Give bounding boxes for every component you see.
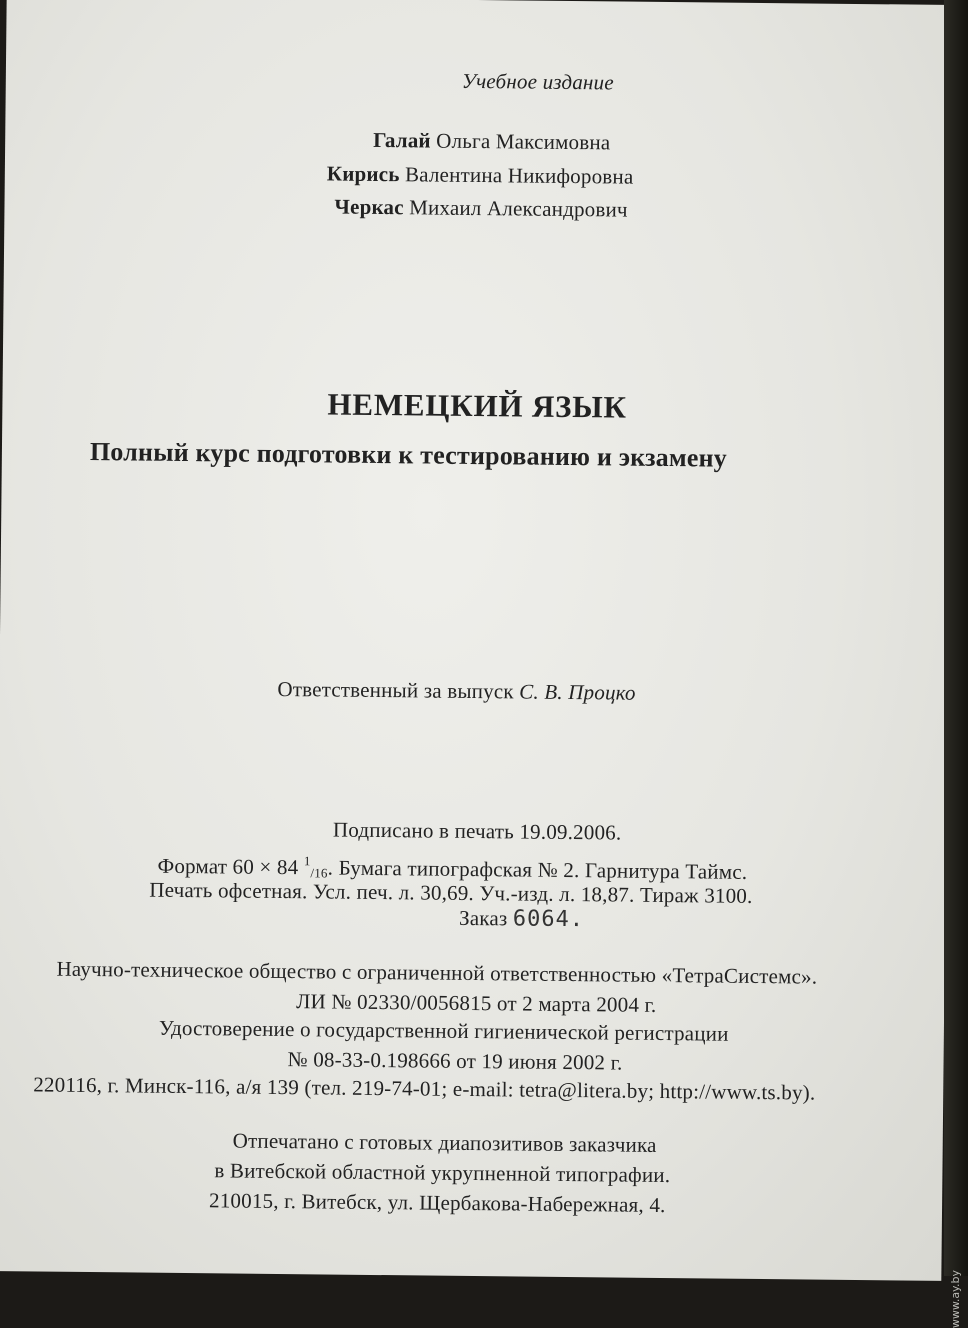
order-line [459, 905, 584, 933]
format-prefix: Формат 60 × 84 [157, 854, 298, 879]
order-label: Заказ [459, 906, 508, 931]
printer-address: 210015, г. Витебск, ул. Щербакова-Набережная, 4. [209, 1187, 666, 1218]
book-subtitle: Полный курс подготовки к тестированию и экзамену [90, 436, 727, 475]
edition-type: Учебное издание [6, 63, 968, 100]
author-1 [373, 127, 610, 155]
printer-line-1: Отпечатано с готовых диапозитивов заказчика [233, 1128, 657, 1158]
responsible-name: С. В. Процко [519, 679, 636, 704]
publisher-name: Научно-техническое общество с ограниченной ответственностью «ТетраСистемс». [56, 956, 817, 990]
site-watermark [949, 1270, 962, 1328]
author-3 [334, 194, 628, 223]
publisher-certificate: Удостоверение о государственной гигиенической регистрации [159, 1015, 729, 1047]
author-3-surname: Черкас [334, 195, 403, 220]
publisher-license: ЛИ № 02330/0056815 от 2 марта 2004 г. [296, 988, 657, 1018]
author-2-given: Валентина Никифоровна [405, 162, 634, 188]
responsible-label: Ответственный за выпуск [277, 677, 514, 703]
format-suffix: . Бумага типографская № 2. Гарнитура Таймс. [328, 855, 748, 883]
order-number-handwritten: 6064. [513, 906, 584, 932]
publisher-address: 220116, г. Минск-116, а/я 139 (тел. 219-74-01; e-mail: tetra@litera.by; http://www.ts.by). [33, 1071, 815, 1105]
signed-for-print: Подписано в печать 19.09.2006. [333, 817, 622, 846]
printer-line-2: в Витебской областной укрупненной типографии. [214, 1157, 670, 1188]
author-2-surname: Кирись [327, 161, 400, 186]
book-spine-shadow [944, 0, 968, 1276]
author-3-given: Михаил Александрович [409, 195, 628, 221]
responsible-editor [277, 676, 635, 706]
author-1-given: Ольга Максимовна [436, 129, 610, 155]
publisher-certificate-number: № 08-33-0.198666 от 19 июня 2002 г. [287, 1046, 622, 1076]
print-details: Печать офсетная. Усл. печ. л. 30,69. Уч.-изд. л. 18,87. Тираж 3100. [149, 877, 752, 909]
book-title: НЕМЕЦКИЙ ЯЗЫК [327, 386, 627, 425]
author-2 [327, 160, 634, 189]
format-denominator: /16 [310, 865, 327, 880]
author-1-surname: Галай [373, 128, 431, 153]
format-numerator: 1 [304, 853, 311, 868]
